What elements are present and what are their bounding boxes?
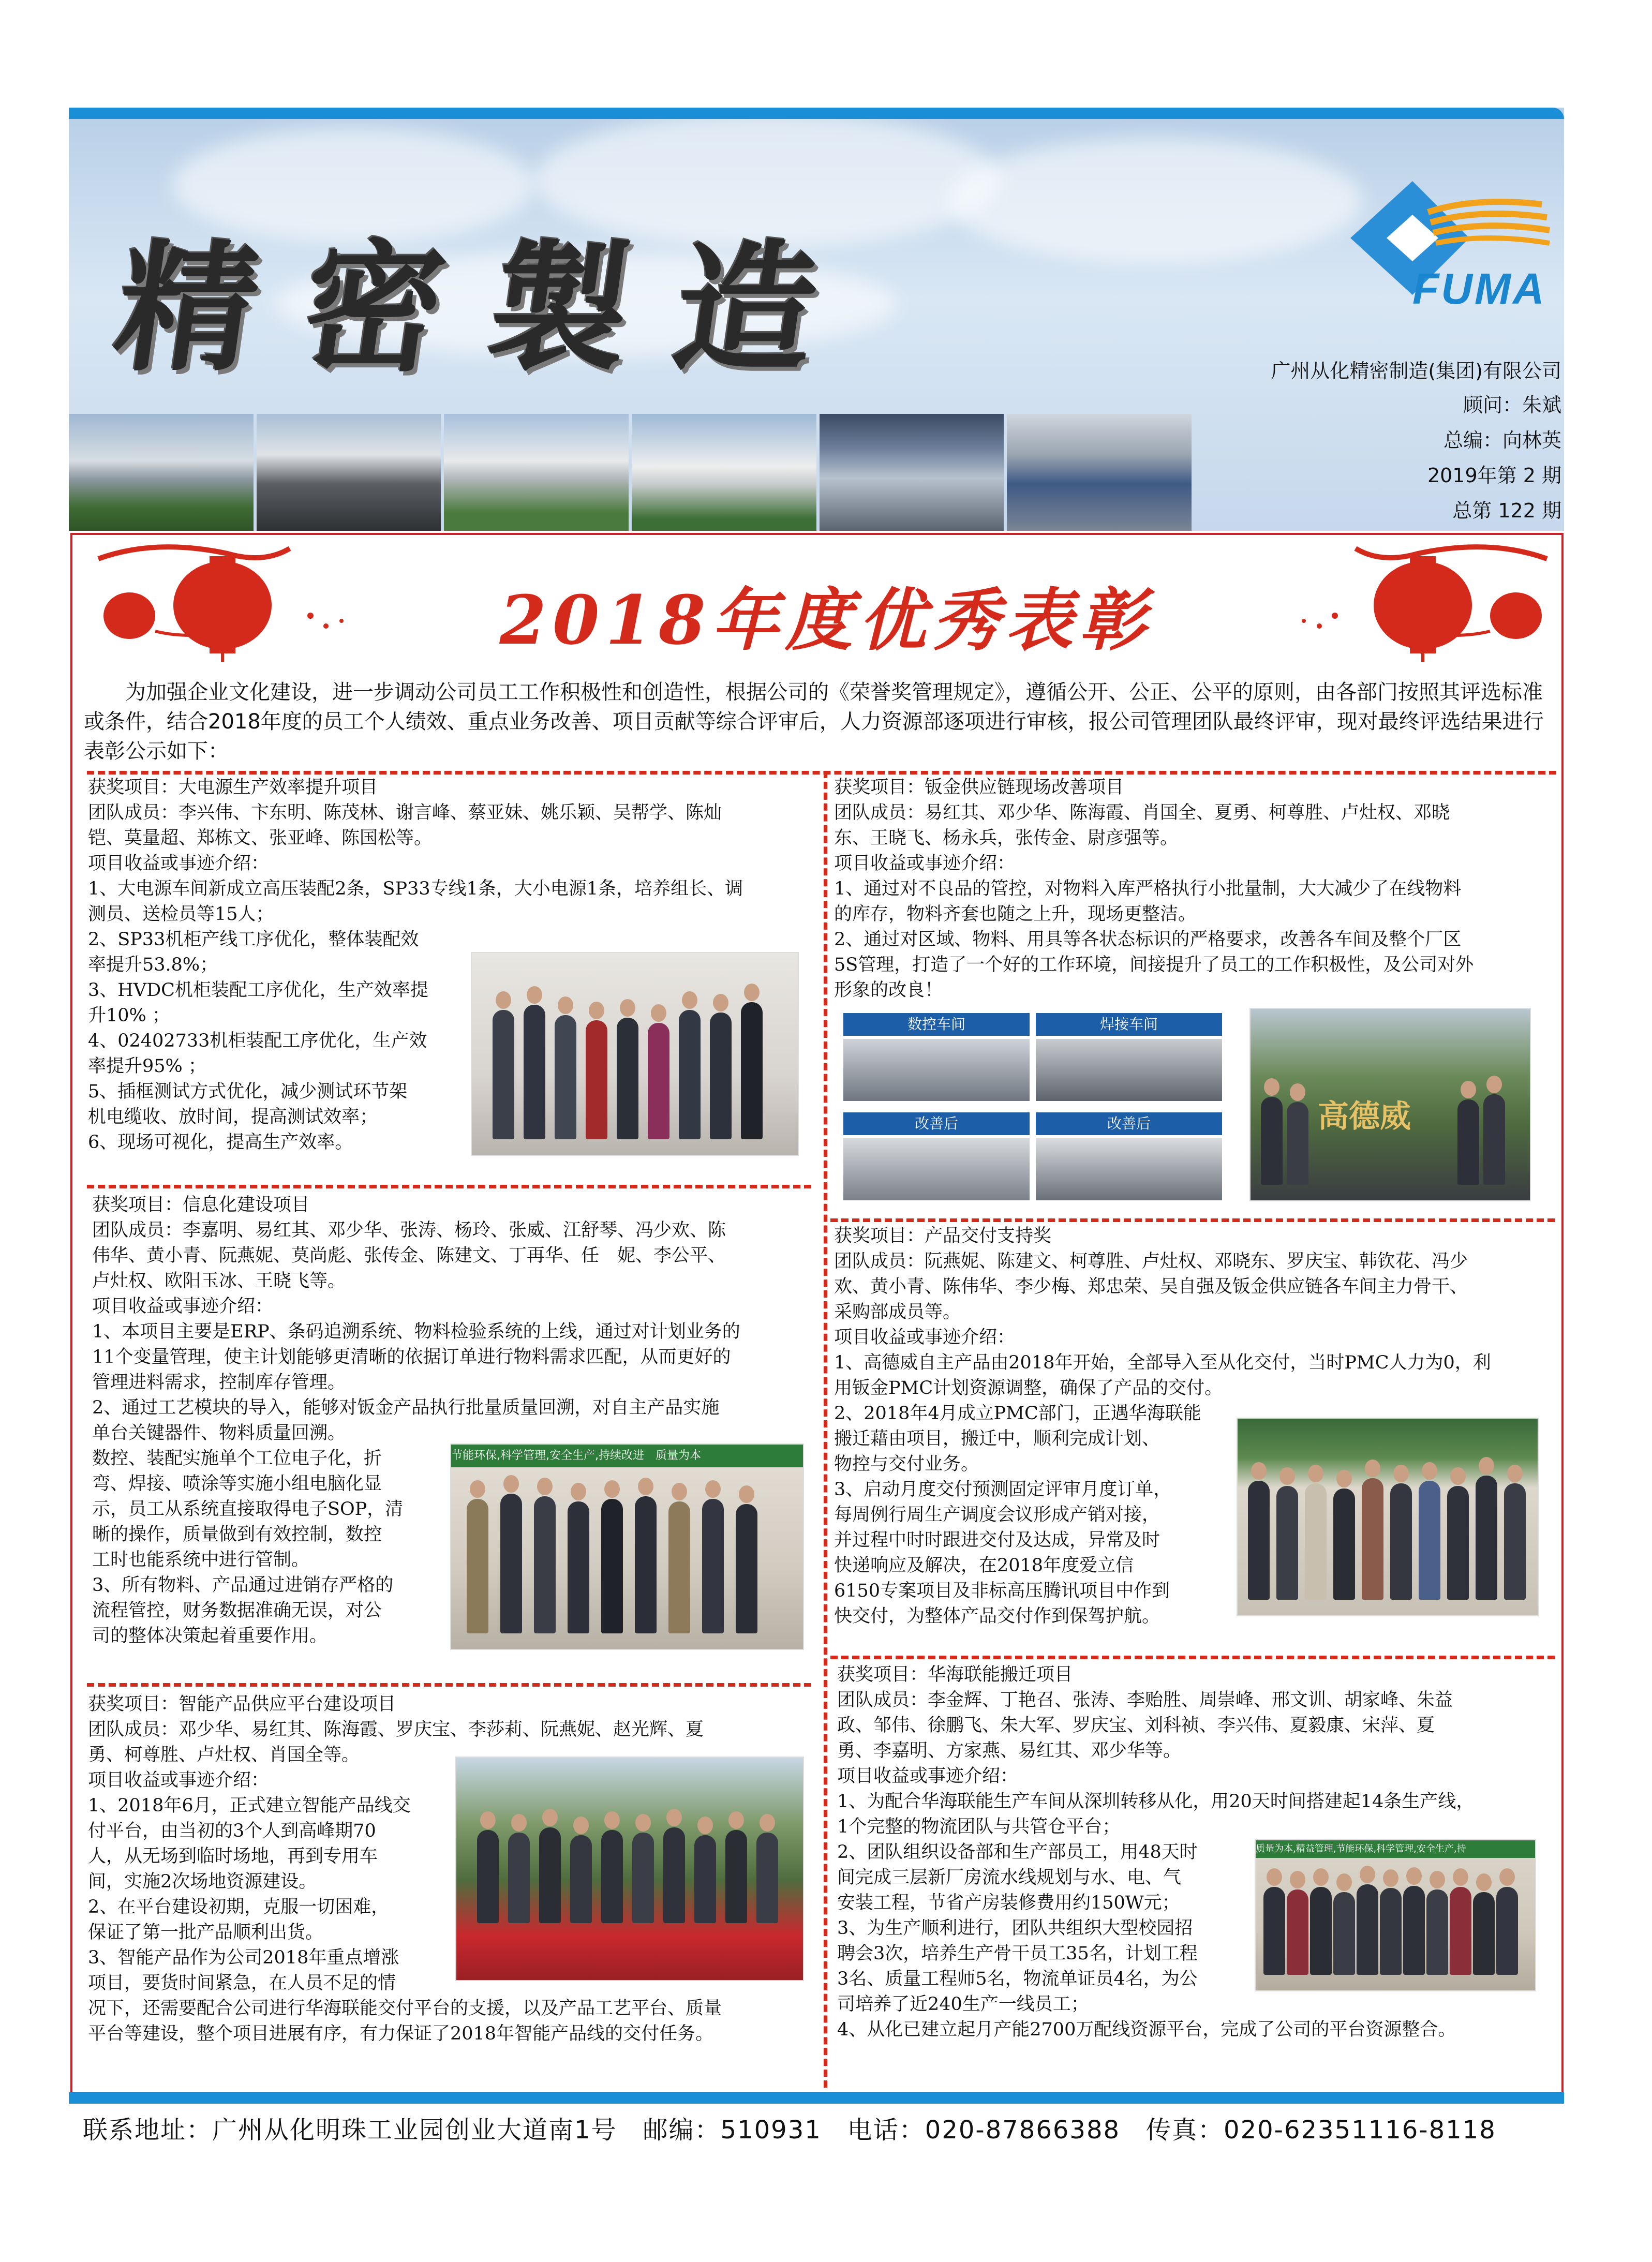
person-silhouette bbox=[668, 1501, 690, 1633]
section-line: 3、启动月度交付预测固定评审月度订单， bbox=[834, 1479, 1172, 1500]
section-line: 3、所有物料、产品通过进销存严格的 bbox=[92, 1575, 394, 1596]
person-silhouette bbox=[601, 1830, 623, 1923]
section-line: 东、王晓飞、杨永兵，张传金、尉彦强等。 bbox=[834, 828, 1179, 849]
section-line: 1、高德威自主产品由2018年开始，全部导入至从化交付，当时PMC人力为0，利 bbox=[834, 1352, 1491, 1373]
person-silhouette bbox=[1261, 1097, 1283, 1185]
section-line: 2、通过工艺模块的导入，能够对钣金产品执行批量质量回溯，对自主产品实施 bbox=[92, 1397, 720, 1418]
person-head bbox=[651, 1004, 666, 1022]
workshop-photo bbox=[843, 1138, 1030, 1200]
editor: 总编：向林英 bbox=[1443, 429, 1561, 452]
person-head bbox=[672, 1483, 687, 1500]
section-line: 1、本项目主要是ERP、条码追溯系统、物料检验系统的上线，通过对计划业务的 bbox=[92, 1321, 740, 1342]
workshop-photo bbox=[843, 1039, 1030, 1101]
section-line: 升10% ； bbox=[88, 1005, 170, 1026]
person-head bbox=[705, 1480, 721, 1498]
person-head bbox=[1383, 1869, 1398, 1887]
panel-label: 焊接车间 bbox=[1036, 1013, 1222, 1036]
person-head bbox=[1479, 1457, 1494, 1475]
section-line: 间完成三层新厂房流水线规划与水、电、气 bbox=[837, 1867, 1182, 1888]
person-head bbox=[527, 986, 542, 1004]
person-head bbox=[1507, 1465, 1523, 1482]
factory-photo bbox=[632, 414, 816, 531]
section-line: 获奖项目：信息化建设项目 bbox=[92, 1195, 310, 1215]
person-head bbox=[739, 1485, 754, 1503]
column-divider bbox=[824, 771, 827, 2088]
section-line: 4、02402733机柜装配工序优化，生产效 bbox=[88, 1031, 427, 1051]
person-silhouette bbox=[648, 1023, 669, 1139]
section-divider bbox=[830, 1656, 1555, 1659]
masthead-title: 精密製造 bbox=[106, 227, 874, 390]
workshop-comparison-panels bbox=[843, 1013, 1226, 1204]
section-line: 团队成员：阮燕妮、陈建文、柯尊胜、卢灶权、邓晓东、罗庆宝、韩钦花、冯少 bbox=[834, 1251, 1468, 1272]
person-silhouette bbox=[1357, 1884, 1378, 1975]
section-line: 3、HVDC机柜装配工序优化，生产效率提 bbox=[88, 980, 428, 1001]
person-silhouette bbox=[736, 1504, 757, 1633]
section-line: 示，员工从系统直接取得电子SOP，清 bbox=[92, 1499, 404, 1520]
team-photo bbox=[1249, 1008, 1531, 1201]
section-line: 获奖项目：智能产品供应平台建设项目 bbox=[88, 1694, 396, 1715]
section-line: 获奖项目：大电源生产效率提升项目 bbox=[88, 777, 378, 798]
person-silhouette bbox=[1287, 1889, 1308, 1975]
section-line: 团队成员：李嘉明、易红其、邓少华、张涛、杨玲、张威、江舒琴、冯少欢、陈 bbox=[92, 1220, 726, 1241]
person-head bbox=[1313, 1868, 1329, 1886]
person-head bbox=[1279, 1467, 1295, 1485]
person-head bbox=[503, 1475, 519, 1493]
person-head bbox=[713, 994, 728, 1011]
section-line: 团队成员：邓少华、易红其、陈海霞、罗庆宝、李莎莉、阮燕妮、赵光辉、夏 bbox=[88, 1719, 704, 1740]
person-head bbox=[571, 1483, 586, 1500]
person-head bbox=[1486, 1076, 1502, 1093]
person-silhouette bbox=[500, 1494, 522, 1633]
person-head bbox=[697, 1817, 713, 1834]
section-line: 1、2018年6月，正式建立智能产品线交 bbox=[88, 1795, 411, 1816]
section-line: 聘会3次，培养生产骨干员工35名，计划工程 bbox=[837, 1943, 1198, 1964]
section-line: 获奖项目：钣金供应链现场改善项目 bbox=[834, 777, 1124, 798]
section-line: 弯、焊接、喷涂等实施小组电脑化显 bbox=[92, 1474, 382, 1494]
section-line: 测员、送检员等15人； bbox=[88, 904, 274, 925]
section-line: 安装工程，节省产房装修费用约150W元； bbox=[837, 1893, 1180, 1913]
section-line: 司的整体决策起着重要作用。 bbox=[92, 1626, 328, 1646]
person-head bbox=[480, 1811, 496, 1829]
section-line: 付平台，由当初的3个人到高峰期70 bbox=[88, 1821, 376, 1841]
person-silhouette bbox=[1390, 1483, 1412, 1600]
person-silhouette bbox=[1473, 1892, 1495, 1975]
person-head bbox=[604, 1811, 620, 1829]
section-line: 快递响应及解决，在2018年度爱立信 bbox=[834, 1555, 1134, 1576]
factory-photo bbox=[820, 414, 1004, 531]
section-line: 项目收益或事迹介绍： bbox=[88, 853, 270, 874]
top-accent-bar bbox=[69, 108, 1564, 119]
person-silhouette bbox=[1419, 1481, 1440, 1600]
section-line: 2、团队组织设备部和生产部员工，用48天时 bbox=[837, 1842, 1198, 1863]
person-head bbox=[1499, 1868, 1515, 1886]
person-head bbox=[620, 999, 635, 1017]
section-line: 的库存，物料齐套也随之上升，现场更整洁。 bbox=[834, 904, 1197, 925]
factory-photo bbox=[69, 414, 254, 531]
person-silhouette bbox=[1380, 1888, 1402, 1975]
person-head bbox=[1422, 1462, 1437, 1480]
person-head bbox=[1267, 1868, 1282, 1886]
section-line: 用钣金PMC计划资源调整，确保了产品的交付。 bbox=[834, 1378, 1223, 1398]
section-line: 1个完整的物流团队与共管仓平台； bbox=[837, 1817, 1121, 1837]
section-line: 铠、莫量超、郑栋文、张亚峰、陈国松等。 bbox=[88, 828, 433, 849]
person-silhouette bbox=[1447, 1486, 1469, 1600]
team-photo bbox=[455, 1757, 804, 1981]
section-line: 况下，还需要配合公司进行华海联能交付平台的支援，以及产品工艺平台、质量 bbox=[88, 1998, 722, 2019]
section-line: 平台等建设，整个项目进展有序，有力保证了2018年智能产品线的交付任务。 bbox=[88, 2023, 714, 2044]
factory-banner: 节能环保,科学管理,安全生产,持续改进 质量为本 bbox=[451, 1445, 803, 1467]
person-silhouette bbox=[524, 1005, 545, 1139]
panel-label: 改善后 bbox=[843, 1112, 1030, 1135]
person-silhouette bbox=[702, 1499, 724, 1633]
section-line: 晰的操作，质量做到有效控制，数控 bbox=[92, 1524, 382, 1545]
person-silhouette bbox=[635, 1496, 657, 1633]
person-silhouette bbox=[1287, 1102, 1308, 1185]
factory-photo-strip bbox=[69, 414, 1192, 531]
section-line: 团队成员：易红其、邓少华、陈海霞、肖国全、夏勇、柯尊胜、卢灶权、邓晓 bbox=[834, 802, 1450, 823]
award-section-sheet-metal bbox=[834, 775, 1558, 1003]
person-silhouette bbox=[1333, 1892, 1355, 1975]
section-line: 机电缆收、放时间，提高测试效率； bbox=[88, 1107, 378, 1127]
person-head bbox=[1365, 1460, 1380, 1477]
person-head bbox=[1336, 1470, 1352, 1487]
person-silhouette bbox=[663, 1827, 685, 1923]
team-photo bbox=[1237, 1418, 1539, 1616]
advisor: 顾问：朱斌 bbox=[1463, 394, 1561, 416]
person-head bbox=[470, 1480, 485, 1498]
person-head bbox=[573, 1817, 589, 1834]
person-silhouette bbox=[1476, 1476, 1497, 1600]
person-silhouette bbox=[539, 1827, 561, 1923]
sign-text: 高德威 bbox=[1318, 1098, 1411, 1135]
factory-photo bbox=[257, 414, 441, 531]
team-photo bbox=[1255, 1839, 1536, 1991]
section-line: 1、为配合华海联能生产车间从深圳转移从化，用20天时间搭建起14条生产线， bbox=[837, 1791, 1475, 1812]
section-line: 2、在平台建设初期，克服一切困难， bbox=[88, 1897, 390, 1917]
factory-photo bbox=[1007, 414, 1192, 531]
person-head bbox=[760, 1814, 775, 1832]
section-divider bbox=[87, 1683, 811, 1687]
section-line: 2、通过对区域、物料、用具等各状态标识的严格要求，改善各车间及整个厂区 bbox=[834, 929, 1462, 950]
person-silhouette bbox=[534, 1496, 556, 1633]
contact-footer: 联系地址：广州从化明珠工业园创业大道南1号 邮编：510931 电话：020-87866388 传真：020-62351116-8118 bbox=[83, 2116, 1496, 2145]
panel-label: 改善后 bbox=[1036, 1112, 1222, 1135]
person-head bbox=[1264, 1078, 1279, 1096]
person-head bbox=[1336, 1873, 1352, 1891]
person-silhouette bbox=[508, 1833, 530, 1923]
person-silhouette bbox=[1496, 1887, 1518, 1975]
section-line: 3、为生产顺利进行，团队共组织大型校园招 bbox=[837, 1918, 1193, 1939]
section-line: 伟华、黄小青、阮燕妮、莫尚彪、张传金、陈建文、丁再华、任 妮、李公平、 bbox=[92, 1245, 726, 1266]
section-line: 勇、柯尊胜、卢灶权、肖国全等。 bbox=[88, 1745, 360, 1765]
section-line: 获奖项目：华海联能搬迁项目 bbox=[837, 1664, 1073, 1685]
section-line: 政、邹伟、徐鹏飞、朱大军、罗庆宝、刘科祯、李兴伟、夏毅康、宋萍、夏 bbox=[837, 1715, 1435, 1736]
person-silhouette bbox=[586, 1020, 607, 1139]
section-line: 11个变量管理，使主计划能够更清晰的依据订单进行物料需求匹配，从而更好的 bbox=[92, 1347, 731, 1367]
person-head bbox=[1251, 1462, 1267, 1480]
section-line: 项目，要货时间紧急，在人员不足的情 bbox=[88, 1973, 396, 1993]
person-silhouette bbox=[694, 1835, 716, 1923]
issue-number: 2019年第 2 期 bbox=[1427, 464, 1561, 487]
person-head bbox=[1290, 1083, 1305, 1101]
company-name: 广州从化精密制造(集团)有限公司 bbox=[1271, 360, 1561, 382]
section-line: 5S管理，打造了一个好的工作环境，间接提升了员工的工作积极性，及公司对外 bbox=[834, 955, 1474, 975]
person-head bbox=[558, 996, 573, 1014]
section-line: 项目收益或事迹介绍： bbox=[834, 1327, 1016, 1348]
panel-label: 数控车间 bbox=[843, 1013, 1030, 1036]
person-head bbox=[537, 1478, 553, 1495]
section-line: 项目收益或事迹介绍： bbox=[837, 1766, 1019, 1787]
factory-photo bbox=[444, 414, 629, 531]
person-silhouette bbox=[710, 1013, 732, 1139]
section-line: 勇、李嘉明、方家燕、易红其、邓少华等。 bbox=[837, 1740, 1182, 1761]
person-silhouette bbox=[756, 1833, 778, 1923]
section-line: 率提升53.8%； bbox=[88, 955, 218, 975]
section-divider bbox=[830, 1218, 1555, 1222]
section-line: 1、大电源车间新成立高压装配2条，SP33专线1条，大小电源1条，培养组长、调 bbox=[88, 879, 743, 899]
person-silhouette bbox=[741, 1002, 763, 1139]
section-line: 卢灶权、欧阳玉冰、王晓飞等。 bbox=[92, 1271, 346, 1291]
person-silhouette bbox=[467, 1499, 488, 1633]
person-silhouette bbox=[601, 1499, 623, 1633]
section-line: 形象的改良！ bbox=[834, 980, 943, 1001]
person-head bbox=[1453, 1868, 1468, 1886]
section-line: 管理进料需求，控制库存管理。 bbox=[92, 1372, 346, 1393]
person-head bbox=[1430, 1871, 1445, 1888]
person-silhouette bbox=[493, 1010, 514, 1139]
person-silhouette bbox=[1483, 1094, 1505, 1185]
section-line: 2、2018年4月成立PMC部门，正遇华海联能 bbox=[834, 1403, 1201, 1424]
section-line: 间，实施2次场地资源建设。 bbox=[88, 1871, 317, 1892]
section-line: 快交付，为整体产品交付作到保驾护航。 bbox=[834, 1606, 1160, 1627]
logo-text: FUMA bbox=[1412, 264, 1546, 313]
person-silhouette bbox=[679, 1010, 701, 1139]
section-line: 项目收益或事迹介绍： bbox=[834, 853, 1016, 874]
section-line: 4、从化已建立起月产能2700万配线资源平台，完成了公司的平台资源整合。 bbox=[837, 2019, 1456, 2040]
person-head bbox=[511, 1814, 527, 1832]
award-title: 2018年度优秀表彰 bbox=[499, 581, 1153, 660]
section-line: 并过程中时时跟进交付及达成，异常及时 bbox=[834, 1530, 1160, 1551]
section-line: 3名、质量工程师5名，物流单证员4名，为公 bbox=[837, 1969, 1198, 1989]
section-line: 团队成员：李金辉、丁艳召、张涛、李贻胜、周崇峰、邢文训、胡家峰、朱益 bbox=[837, 1690, 1453, 1710]
person-head bbox=[1290, 1871, 1305, 1888]
section-line: 采购部成员等。 bbox=[834, 1302, 961, 1322]
person-silhouette bbox=[477, 1830, 499, 1923]
person-silhouette bbox=[570, 1835, 592, 1923]
person-head bbox=[682, 991, 697, 1009]
person-head bbox=[635, 1814, 651, 1832]
person-head bbox=[638, 1478, 653, 1495]
section-line: 每周例行周生产调度会议形成产销对接， bbox=[834, 1505, 1160, 1525]
section-line: 获奖项目：产品交付支持奖 bbox=[834, 1226, 1052, 1246]
section-line: 物控与交付业务。 bbox=[834, 1454, 979, 1475]
person-silhouette bbox=[632, 1833, 654, 1923]
person-head bbox=[1406, 1867, 1422, 1885]
person-silhouette bbox=[555, 1015, 576, 1139]
person-silhouette bbox=[725, 1830, 747, 1923]
person-silhouette bbox=[1450, 1887, 1471, 1975]
section-line: 流程管控，财务数据准确无误，对公 bbox=[92, 1600, 382, 1621]
workshop-photo bbox=[1036, 1138, 1222, 1200]
section-line: 率提升95% ； bbox=[88, 1056, 206, 1077]
person-head bbox=[604, 1480, 620, 1498]
person-silhouette bbox=[1333, 1489, 1355, 1600]
section-line: 1、通过对不良品的管控，对物料入库严格执行小批量制，大大减少了在线物料 bbox=[834, 879, 1462, 899]
section-line: 单台关键器件、物料质量回溯。 bbox=[92, 1423, 346, 1443]
person-silhouette bbox=[1276, 1486, 1298, 1600]
total-issue-number: 总第 122 期 bbox=[1452, 499, 1561, 522]
person-silhouette bbox=[1305, 1483, 1327, 1600]
person-head bbox=[666, 1809, 682, 1826]
section-line: 团队成员：李兴伟、卞东明、陈茂林、谢言峰、蔡亚妹、姚乐颖、吴帮学、陈灿 bbox=[88, 802, 722, 823]
person-silhouette bbox=[1310, 1887, 1332, 1975]
workshop-photo bbox=[1036, 1039, 1222, 1101]
section-line: 司培养了近240生产一线员工； bbox=[837, 1994, 1089, 2015]
person-head bbox=[1360, 1866, 1375, 1883]
section-line: 保证了第一批产品顺利出货。 bbox=[88, 1922, 324, 1943]
section-line: 工时也能系统中进行管制。 bbox=[92, 1550, 310, 1570]
person-silhouette bbox=[1362, 1478, 1383, 1600]
section-divider bbox=[87, 1185, 811, 1188]
person-silhouette bbox=[1457, 1099, 1479, 1185]
person-silhouette bbox=[568, 1501, 589, 1633]
section-line: 6、现场可视化，提高生产效率。 bbox=[88, 1132, 353, 1153]
person-silhouette bbox=[1263, 1887, 1285, 1975]
person-head bbox=[1450, 1467, 1466, 1485]
section-line: 3、智能产品作为公司2018年重点增涨 bbox=[88, 1947, 399, 1968]
team-photo bbox=[450, 1443, 804, 1650]
person-silhouette bbox=[1504, 1483, 1526, 1600]
person-silhouette bbox=[1426, 1889, 1448, 1975]
section-divider bbox=[87, 771, 1556, 775]
team-photo bbox=[471, 952, 799, 1156]
person-silhouette bbox=[617, 1018, 638, 1139]
person-silhouette bbox=[1403, 1886, 1425, 1975]
section-line: 2、SP33机柜产线工序优化，整体装配效 bbox=[88, 929, 419, 950]
factory-banner: 质量为本,精益管理,节能环保,科学管理,安全生产,持 bbox=[1256, 1840, 1535, 1858]
section-line: 项目收益或事迹介绍： bbox=[88, 1770, 270, 1791]
person-head bbox=[542, 1809, 558, 1826]
person-silhouette bbox=[1248, 1481, 1270, 1600]
section-line: 项目收益或事迹介绍： bbox=[92, 1296, 274, 1317]
section-line: 搬迁藉由项目，搬迁中，顺利完成计划、 bbox=[834, 1428, 1160, 1449]
person-head bbox=[744, 984, 760, 1001]
person-head bbox=[1461, 1081, 1476, 1098]
intro-paragraph: 为加强企业文化建设，进一步调动公司员工工作积极性和创造性，根据公司的《荣誉奖管理规定》，遵循公开、公正、公平的原则，由各部门按照其评选标准或条件，结合2018年度的员工个人绩效、重点业务改善、项目贡献等综合评审后，人力资源部逐项进行审核，报公司管理团队最终评审，现对最终评选结果进行表彰公示如下： bbox=[84, 680, 1544, 763]
person-head bbox=[496, 991, 511, 1009]
person-head bbox=[589, 1002, 604, 1019]
person-head bbox=[1393, 1465, 1409, 1482]
section-line: 5、插框测试方式优化，减少测试环节架 bbox=[88, 1081, 408, 1102]
section-line: 6150专案项目及非标高压腾讯项目中作到 bbox=[834, 1581, 1170, 1601]
section-line: 数控、装配实施单个工位电子化，折 bbox=[92, 1448, 382, 1469]
section-line: 欢、黄小青、陈伟华、李少梅、郑忠荣、吴自强及钣金供应链各车间主力骨干、 bbox=[834, 1276, 1468, 1297]
person-head bbox=[1476, 1873, 1492, 1891]
person-head bbox=[728, 1811, 744, 1829]
section-line: 人，从无场到临时场地，再到专用车 bbox=[88, 1846, 378, 1867]
person-head bbox=[1308, 1465, 1323, 1482]
bottom-accent-bar bbox=[69, 2092, 1564, 2104]
